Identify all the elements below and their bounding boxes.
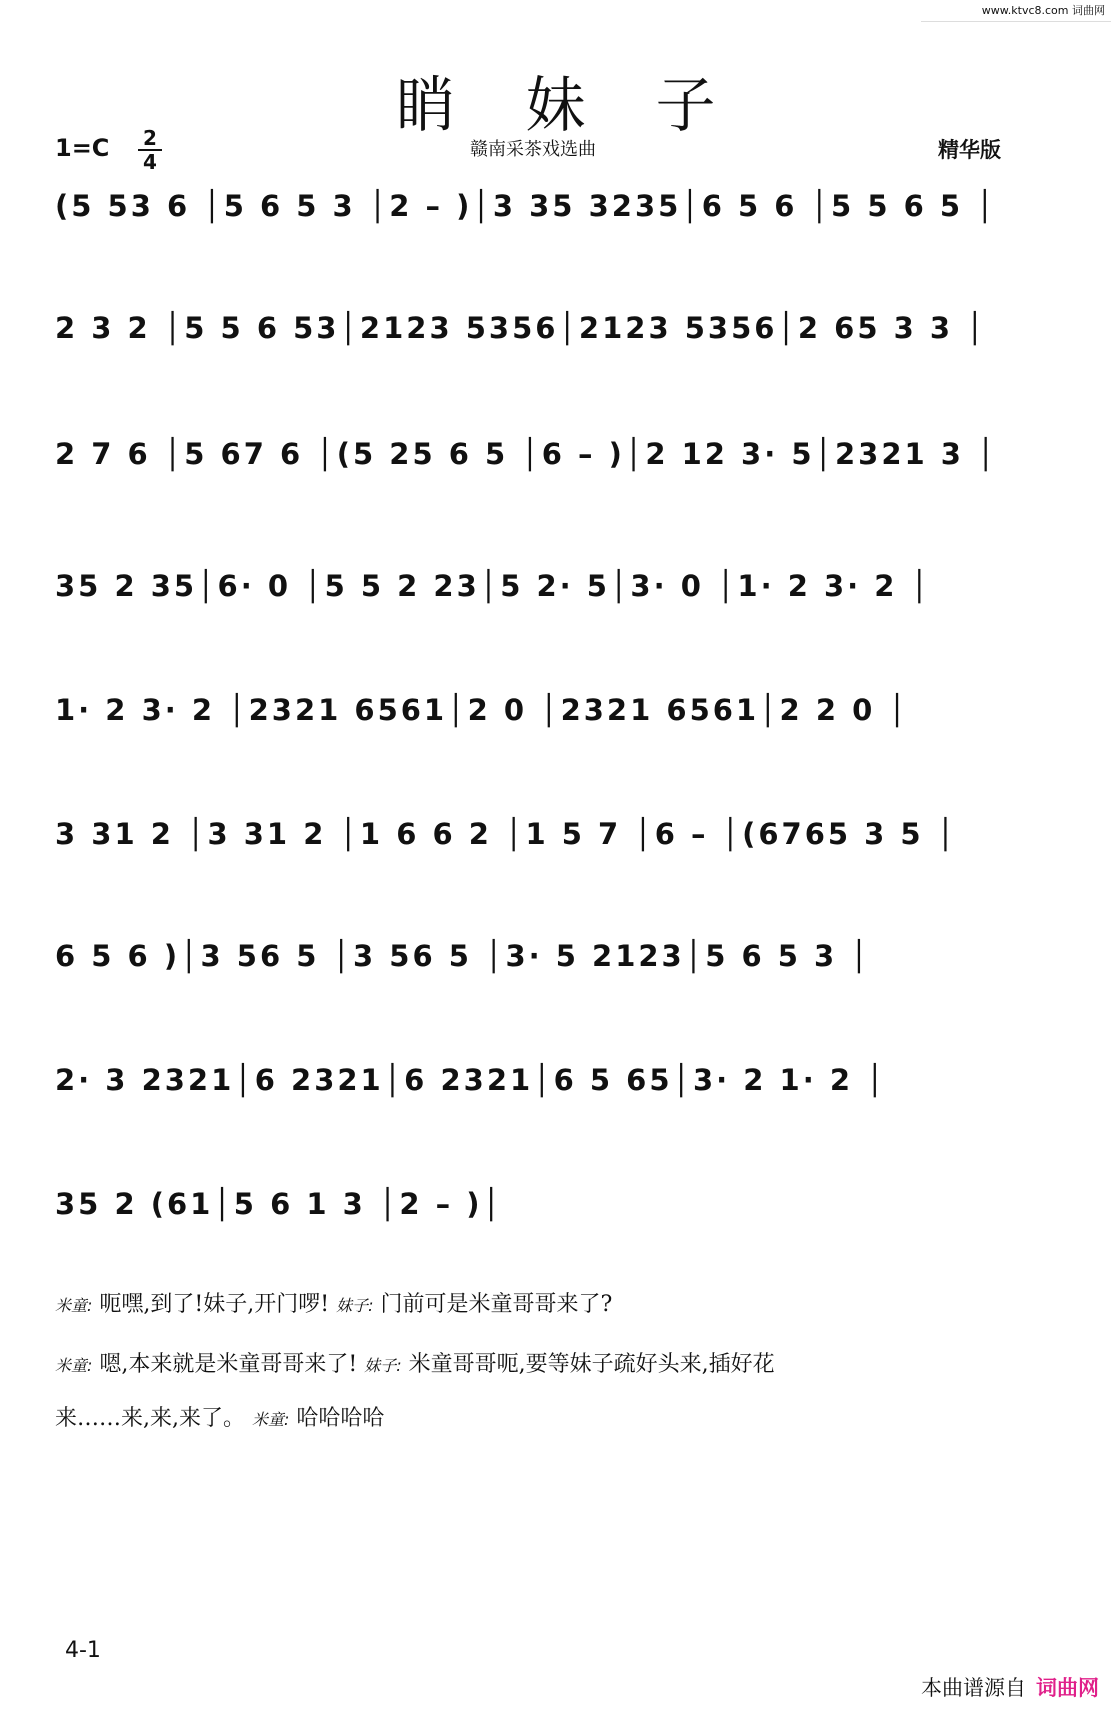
- score-line: [55, 1184, 1065, 1268]
- lyrics-row: [55, 1232, 1065, 1268]
- song-title: 睄妹子: [395, 71, 786, 141]
- dialogue-text: 门前可是米童哥哥来了?: [380, 1292, 613, 1317]
- time-signature: [138, 128, 162, 172]
- footer-brand-link[interactable]: 词曲网: [1036, 1676, 1099, 1700]
- edition-label: 精华版: [938, 138, 1001, 162]
- time-signature-bottom: 4: [143, 150, 157, 174]
- lyrics-row: [55, 738, 1065, 774]
- speaker-label: 米童:: [55, 1356, 93, 1375]
- speaker-label: 妹子:: [336, 1296, 374, 1315]
- dialogue-text: 米童哥哥呃,要等妹子疏好头来,插好花: [408, 1352, 775, 1377]
- lyrics-row: [55, 984, 1065, 1020]
- lyrics-row: [55, 234, 1065, 270]
- dialogue-line: [55, 1404, 1055, 1435]
- lyrics-row: [55, 614, 1065, 650]
- source-footer: [921, 1672, 1099, 1702]
- dialogue-text: 呃嘿,到了!妹子,开门啰!: [99, 1292, 330, 1317]
- time-signature-top: 2: [143, 126, 157, 150]
- notation-row: 1· 2 3· 2 │2321 6561│2 0 │2321 6561│2 2 0 │: [55, 693, 909, 727]
- notation-row: 2 7 6 │5 67 6 │(5 25 6 5 │6 – )│2 12 3· 5│2321 3 │: [55, 437, 998, 471]
- lyrics-row: [55, 1108, 1065, 1144]
- score-line: [55, 936, 1065, 1020]
- speaker-label: 米童:: [252, 1410, 290, 1429]
- page-number: 4-1: [65, 1638, 101, 1663]
- notation-row: 6 5 6 )│3 56 5 │3 56 5 │3· 5 2123│5 6 5 3 │: [55, 939, 871, 973]
- dialogue-text: 哈哈哈哈: [296, 1406, 385, 1431]
- footer-text: 本曲谱源自: [921, 1676, 1026, 1700]
- notation-row: 35 2 35│6· 0 │5 5 2 23│5 2· 5│3· 0 │1· 2 3· 2 │: [55, 569, 932, 603]
- score-line: [55, 434, 1065, 518]
- score-line: [55, 308, 1065, 392]
- speaker-label: 妹子:: [364, 1356, 402, 1375]
- key-signature: 1=C: [55, 134, 110, 162]
- dialogue-line: [55, 1290, 1055, 1321]
- score-line: [55, 1060, 1065, 1144]
- notation-row: 3 31 2 │3 31 2 │1 6 6 2 │1 5 7 │6 – │(6765 3 5 │: [55, 817, 958, 851]
- lyrics-row: [55, 356, 1065, 392]
- notation-row: 35 2 (61│5 6 1 3 │2 – )│: [55, 1187, 503, 1221]
- song-subtitle: 赣南采茶戏选曲: [470, 139, 596, 160]
- dialogue-text: 嗯,本来就是米童哥哥来了!: [99, 1352, 358, 1377]
- score-line: [55, 690, 1065, 774]
- dialogue-line: [55, 1350, 1055, 1381]
- site-url[interactable]: www.ktvc8.com 词曲网: [921, 0, 1111, 22]
- dialogue-text: 来……来,来,来了。: [55, 1406, 245, 1431]
- score-line: [55, 814, 1065, 898]
- notation-row: (5 53 6 │5 6 5 3 │2 – )│3 35 3235│6 5 6 │5 5 6 5 │: [55, 189, 997, 223]
- score-line: [55, 186, 1065, 270]
- notation-row: 2· 3 2321│6 2321│6 2321│6 5 65│3· 2 1· 2 │: [55, 1063, 887, 1097]
- lyrics-row: [55, 482, 1065, 518]
- speaker-label: 米童:: [55, 1296, 93, 1315]
- notation-row: 2 3 2 │5 5 6 53│2123 5356│2123 5356│2 65 3 3 │: [55, 311, 987, 345]
- lyrics-row: [55, 862, 1065, 898]
- score-line: [55, 566, 1065, 650]
